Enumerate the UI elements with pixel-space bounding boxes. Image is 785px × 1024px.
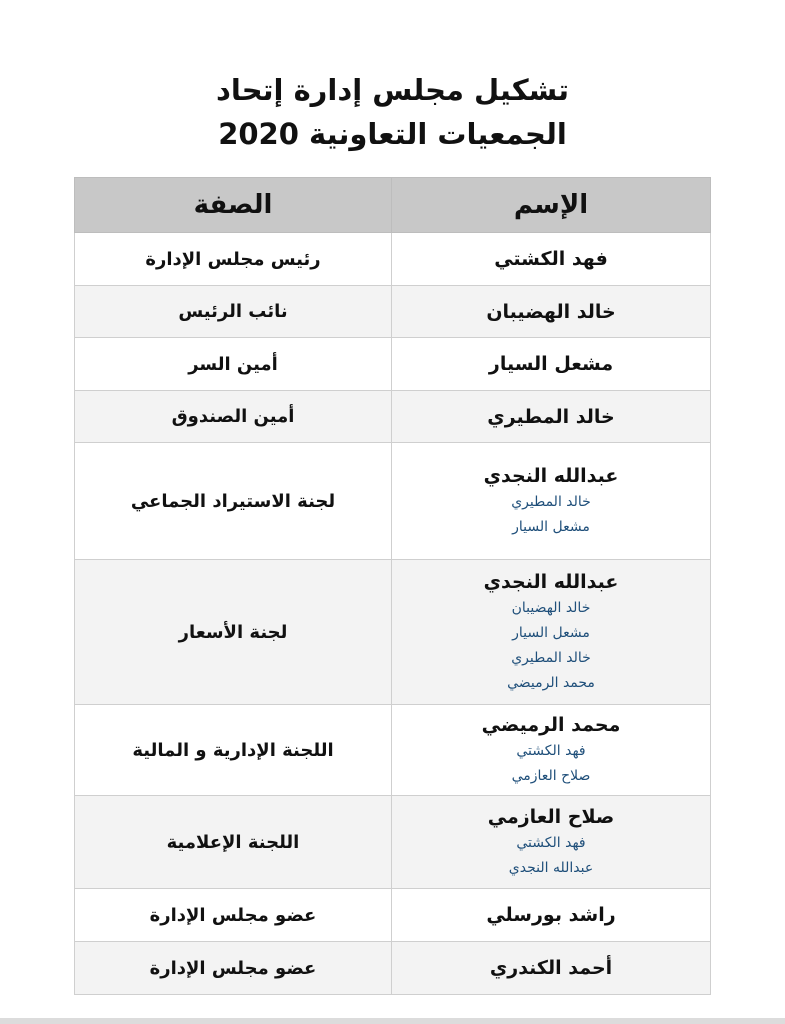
committee-head-name: عبدالله النجدي bbox=[483, 465, 619, 487]
committee-member: مشعل السيار bbox=[512, 625, 590, 641]
role-cell bbox=[75, 942, 392, 995]
member-name: خالد الهضيبان bbox=[486, 300, 616, 323]
committee-member: خالد الهضيبان bbox=[511, 600, 591, 616]
committee-member: فهد الكشتي bbox=[516, 835, 586, 851]
name-cell bbox=[392, 338, 711, 391]
table-row bbox=[75, 889, 711, 942]
committee-member: فهد الكشتي bbox=[516, 743, 586, 759]
role-cell bbox=[75, 796, 392, 889]
name-cell bbox=[392, 391, 711, 443]
table-row bbox=[75, 443, 711, 560]
table-row bbox=[75, 942, 711, 995]
member-name: مشعل السيار bbox=[488, 353, 614, 375]
role-text: رئيس مجلس الإدارة bbox=[145, 248, 321, 270]
role-cell bbox=[75, 443, 392, 560]
board-table bbox=[74, 177, 711, 995]
page-title bbox=[0, 68, 785, 156]
role-cell bbox=[75, 233, 392, 286]
role-text: عضو مجلس الإدارة bbox=[149, 957, 317, 979]
role-text: نائب الرئيس bbox=[178, 301, 288, 322]
role-text: لجنة الأسعار bbox=[178, 621, 288, 643]
table-header-row bbox=[75, 178, 711, 233]
table-row bbox=[75, 796, 711, 889]
member-name: راشد بورسلي bbox=[486, 904, 616, 926]
table-row bbox=[75, 233, 711, 286]
committee-member: خالد المطيري bbox=[511, 494, 591, 510]
role-cell bbox=[75, 286, 392, 338]
committee-member: محمد الرميضي bbox=[507, 675, 595, 691]
role-text: اللجنة الإعلامية bbox=[166, 831, 300, 853]
table-row bbox=[75, 338, 711, 391]
table-row bbox=[75, 560, 711, 705]
role-cell bbox=[75, 338, 392, 391]
member-name: خالد المطيري bbox=[487, 405, 615, 428]
committee-member: خالد المطيري bbox=[511, 650, 591, 666]
name-cell bbox=[392, 889, 711, 942]
role-text: أمين السر bbox=[188, 353, 278, 375]
committee-member: مشعل السيار bbox=[512, 519, 590, 535]
name-cell bbox=[392, 443, 711, 560]
title-line-1: تشكيل مجلس إدارة إتحاد bbox=[215, 73, 570, 107]
committee-member: عبدالله النجدي bbox=[508, 860, 594, 876]
header-role: الصفة bbox=[75, 178, 392, 233]
title-line-2: الجمعيات التعاونية 2020 bbox=[218, 117, 567, 151]
name-cell bbox=[392, 796, 711, 889]
role-cell bbox=[75, 889, 392, 942]
bottom-edge-strip bbox=[0, 1018, 785, 1024]
name-cell bbox=[392, 560, 711, 705]
role-cell bbox=[75, 705, 392, 796]
role-cell bbox=[75, 391, 392, 443]
role-text: لجنة الاستيراد الجماعي bbox=[130, 490, 336, 512]
member-name: أحمد الكندري bbox=[489, 957, 613, 979]
member-name: فهد الكشتي bbox=[494, 248, 608, 270]
role-text: عضو مجلس الإدارة bbox=[149, 904, 317, 926]
committee-head-name: صلاح العازمي bbox=[487, 806, 615, 828]
table-row bbox=[75, 286, 711, 338]
name-cell bbox=[392, 233, 711, 286]
role-text: اللجنة الإدارية و المالية bbox=[132, 739, 334, 761]
role-cell bbox=[75, 560, 392, 705]
name-cell bbox=[392, 705, 711, 796]
header-name: الإسم bbox=[392, 178, 711, 233]
name-cell bbox=[392, 286, 711, 338]
name-cell bbox=[392, 942, 711, 995]
committee-head-name: عبدالله النجدي bbox=[483, 571, 619, 593]
committee-head-name: محمد الرميضي bbox=[481, 714, 621, 736]
role-text: أمين الصندوق bbox=[171, 406, 295, 427]
table-row bbox=[75, 705, 711, 796]
table-row bbox=[75, 391, 711, 443]
committee-member: صلاح العازمي bbox=[511, 768, 591, 784]
